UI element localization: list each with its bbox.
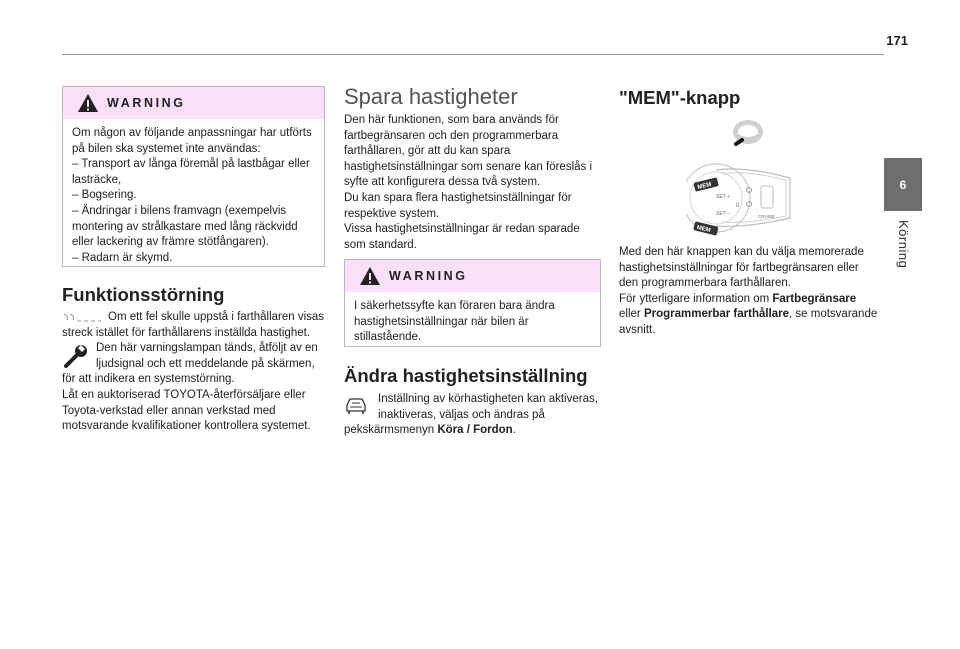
cruise-control-stalk-diagram — [686, 160, 796, 240]
warning-header — [345, 260, 600, 292]
fault-heading: Funktionsstörning — [62, 284, 225, 305]
page-number: 171 — [886, 33, 908, 48]
warning-item: – Radarn är skymd. — [72, 251, 173, 264]
ref-speed-limiter: Fartbegränsare — [772, 292, 857, 305]
warning-title: WARNING — [107, 96, 186, 110]
warning-triangle-icon — [77, 93, 99, 113]
mem-button-para-1: Med den här knappen kan du välja memorerade hastighetsinställningar för fartbegränsaren eller den programmerbara farthållaren. — [619, 246, 864, 290]
warning-body — [345, 292, 600, 354]
wrench-icon — [62, 342, 90, 370]
save-speeds-para-2: Du kan spara flera hastighetsinställningar för respektive system. — [344, 191, 572, 220]
save-speeds-para-1: Den här funktionen, som bara används för fartbegränsaren och den programmerbara farthållaren, gör att du kan spara hastighetsinställningar som senare kan föreslås i syfte att konfigurera dessa två system. — [344, 114, 593, 189]
dashes-indicator-icon — [62, 312, 102, 324]
change-speed-heading: Ändra hastighetsinställning — [344, 365, 588, 386]
mem-button-text — [619, 245, 879, 339]
stalk-label-zero: 0 — [736, 203, 740, 209]
warning-item: – Transport av långa föremål på lastbågar eller lasträcke, — [72, 158, 310, 186]
save-speeds-heading: Spara hastigheter — [344, 84, 518, 109]
stalk-label-set-plus: SET + — [716, 194, 730, 200]
warning-triangle-icon — [359, 266, 381, 286]
warning-header — [63, 87, 324, 119]
warning-box-left — [62, 86, 325, 267]
stalk-label-mem-bottom: MEM — [696, 224, 712, 235]
fault-section — [62, 310, 325, 435]
warning-box-middle — [344, 259, 601, 347]
warning-item: – Ändringar i bilens framvagn (exempelvis montering av strålkastare med lång räckvidd eller lackering av främre stötfångaren). — [72, 204, 298, 249]
mem-button-heading: "MEM"-knapp — [619, 87, 741, 108]
mem-button-para-2: För ytterligare information om Fartbegränsare eller Programmerbar farthållare, se motsvarande avsnitt. — [619, 292, 878, 336]
fault-text-3: Låt en auktoriserad TOYOTA-återförsäljare eller Toyota-verkstad eller annan verkstad med motsvarande kvalifikationer kontrollera systemet. — [62, 388, 311, 433]
warning-text: I säkerhetssyfte kan föraren bara ändra hastighetsinställningar när bilen är stillastående. — [354, 300, 555, 344]
chapter-label: Körning — [896, 220, 911, 269]
ref-cruise-control: Programmerbar farthållare — [643, 308, 790, 321]
warning-intro: Om någon av följande anpassningar har utförts på bilen ska systemet inte användas: — [72, 127, 312, 155]
fault-text-1: Om ett fel skulle uppstå i farthållaren visas streck istället för farthållarens inställda hastighet. — [62, 311, 325, 339]
stalk-label-cruise: CRUISE — [758, 214, 776, 219]
change-speed-section — [344, 392, 601, 439]
car-screen-icon — [344, 394, 368, 416]
warning-body — [63, 119, 324, 274]
menu-path: Köra / Fordon — [437, 424, 513, 437]
header-divider — [62, 54, 884, 55]
save-speeds-para-3: Vissa hastighetsinställningar är redan sparade som standard. — [344, 223, 580, 251]
fault-text-2: Den här varningslampan tänds, åtföljt av en ljudsignal och ett meddelande på skärmen, för att indikera en systemstörning. — [62, 342, 318, 386]
stalk-label-set-minus: SET – — [716, 211, 730, 217]
warning-title: WARNING — [389, 269, 468, 283]
warning-item: – Bogsering. — [72, 189, 137, 202]
steering-wheel-icon — [730, 118, 766, 150]
save-speeds-text — [344, 113, 601, 253]
chapter-tab[interactable]: 6 — [884, 158, 922, 211]
change-speed-text: Inställning av körhastigheten kan aktiveras, inaktiveras, väljas och ändras på pekskärmsmenyn Köra / Fordon. — [344, 393, 598, 437]
stalk-label-mem-top: MEM — [697, 181, 713, 192]
